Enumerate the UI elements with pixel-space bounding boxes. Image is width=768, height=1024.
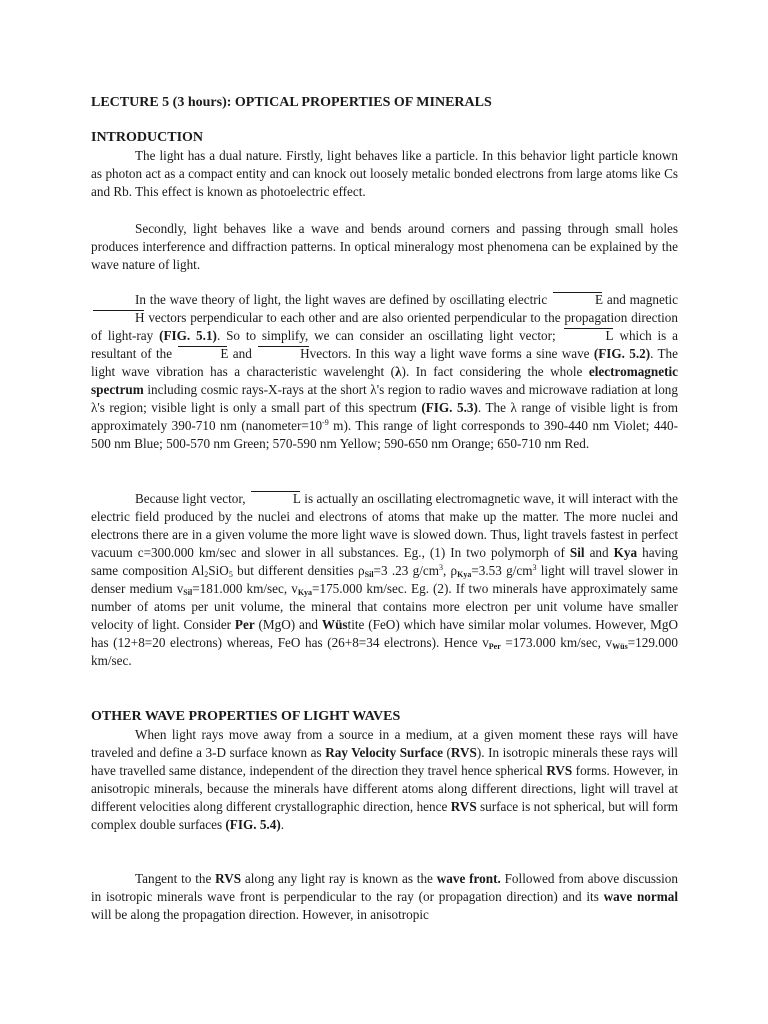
figure-ref: (FIG. 5.4): [225, 817, 281, 832]
term-em-spectrum: electromagnetic spectrum: [91, 364, 678, 397]
vector-h-symbol: H: [91, 309, 145, 327]
vector-e-symbol: E: [551, 291, 603, 309]
paragraph-wave-theory: In the wave theory of light, the light waves are defined by oscillating electric E and magnetic H vectors perpendicular to each other and are also oriented perpendicular to the propagation direction of light-ray (FIG. 5.1). So to simplify, we can consider an oscillating light vector; L which is a resultant of the E and Hvectors. In this way a light wave forms a sine wave (FIG. 5.2). The light wave vibration has a characteristic wavelenght (λ). In fact considering the whole electromagnetic spectrum including cosmic rays-X-rays at the short λ's region to radio waves and microwave radiation at long λ's region; visible light is only a small part of this spectrum (FIG. 5.3). The λ range of visible light is from approximately 390-710 nm ($nanometer=10^{-9}$ m). This range of light corresponds to 390-440 nm Violet; 440-500 nm Blue; 500-570 nm Green; 570-590 nm Yellow; 590-650 nm Orange; 650-710 nm Red.: [91, 292, 679, 451]
page-title: LECTURE 5 (3 hours): OPTICAL PROPERTIES OF MINERALS: [91, 95, 492, 110]
figure-ref: (FIG. 5.3): [421, 400, 478, 415]
section-heading-introduction: INTRODUCTION: [91, 130, 204, 145]
paragraph-ray-velocity-surface: When light rays move away from a source in a medium, at a given moment these rays will have traveled and define a 3-D surface known as Ray Velocity Surface (RVS). In isotropic minerals these rays will have travelled same distance, independent of the direction they travel hence spherical RVS forms. However, in anisotropic minerals, because the minerals have different atoms along different directions, light will travel at different velocities along different crystallographic direction, hence RVS surface is not spherical, but will form complex double surfaces (FIG. 5.4).: [91, 727, 678, 832]
vector-l-symbol: L: [562, 327, 614, 345]
figure-ref: (FIG. 5.2): [593, 346, 651, 361]
paragraph-wave-behavior: Secondly, light behaves like a wave and bends around corners and passing through small holes produces interference and diffraction patterns. In optical mineralogy most phenomena can be explained by the wave nature of light.: [91, 221, 678, 272]
paragraph-light-interaction: Because light vector, L is actually an oscillating electromagnetic wave, it will interact with the electric field produced by the nuclei and electrons of atoms that make up the matter. The more nuclei and electrons there are in a given volume the more light wave is slowed down. Thus, light travels fastest in perfect vacuum c=300.000 km/sec and slower in all substances. Eg., (1) In two polymorph of Sil and Kya having same composition $Al_2SiO_5$ but different densities $\rho_{Sil}=3$ .23 $g/cm^3$, $\rho_{Kya}=3.53$ $g/cm^3$ light will travel slower in denser medium $v_{Sil}=181.000$ km/sec, $v_{Kya}=175.000$ km/sec. Eg. (2). If two minerals have approximately same number of atoms per unit volume, the mineral that contains more electron per unit volume have smaller velocity of light. Consider Per (MgO) and Wüstite (FeO) which have similar molar volumes. However, MgO has (12+8=20 electrons) whereas, FeO has (26+8=34 electrons). Hence $v_{Per} =173.000$ km/sec, $v_{Wüs}=129.000$ km/sec.: [91, 491, 679, 668]
section-heading-other-wave-properties: OTHER WAVE PROPERTIES OF LIGHT WAVES: [91, 709, 401, 724]
paragraph-dual-nature: The light has a dual nature. Firstly, light behaves like a particle. In this behavior light particle known as photon act as a compact entity and can knock out loosely metalic bonded electrons from large atoms like Cs and Rb. This effect is known as photoelectric effect.: [91, 148, 678, 199]
paragraph-wave-front: Tangent to the RVS along any light ray is known as the wave front. Followed from above discussion in isotropic minerals wave front is perpendicular to the ray (or propagation direction) and its wave normal will be along the propagation direction. However, in anisotropic: [91, 871, 678, 922]
figure-ref: (FIG. 5.1): [159, 328, 217, 343]
